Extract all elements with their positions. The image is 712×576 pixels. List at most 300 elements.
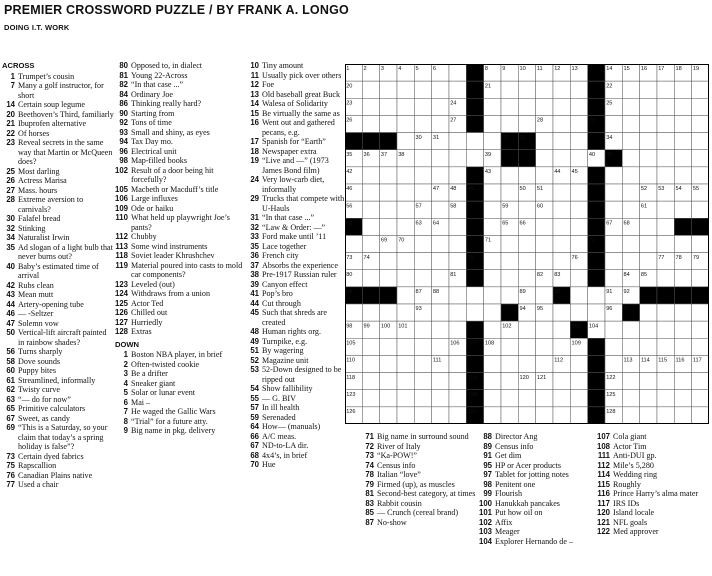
grid-cell[interactable] xyxy=(518,81,535,98)
grid-cell[interactable] xyxy=(501,81,518,98)
grid-cell[interactable] xyxy=(640,407,657,424)
grid-cell[interactable] xyxy=(397,98,414,115)
clue-item[interactable] xyxy=(115,360,245,370)
clue-item[interactable] xyxy=(246,384,346,394)
grid-cell[interactable] xyxy=(657,304,674,321)
clue-item[interactable] xyxy=(115,204,245,214)
grid-cell[interactable] xyxy=(553,218,570,235)
clue-item[interactable] xyxy=(597,451,709,461)
clue-item[interactable] xyxy=(246,242,346,252)
grid-cell[interactable] xyxy=(501,390,518,407)
grid-cell[interactable] xyxy=(484,304,501,321)
clue-item[interactable] xyxy=(2,423,114,452)
grid-cell[interactable] xyxy=(397,81,414,98)
grid-cell[interactable] xyxy=(657,270,674,287)
grid-cell[interactable] xyxy=(501,373,518,390)
grid-cell[interactable] xyxy=(466,304,483,321)
grid-cell[interactable] xyxy=(449,304,466,321)
grid-cell[interactable] xyxy=(380,115,397,132)
grid-cell[interactable] xyxy=(570,373,587,390)
grid-cell[interactable] xyxy=(362,81,379,98)
clue-item[interactable] xyxy=(115,426,245,436)
clue-item[interactable] xyxy=(246,90,346,100)
grid-cell[interactable] xyxy=(692,98,709,115)
grid-cell[interactable] xyxy=(432,235,449,252)
clue-item[interactable] xyxy=(246,308,346,327)
grid-cell[interactable] xyxy=(345,304,362,321)
grid-cell[interactable] xyxy=(414,81,431,98)
grid-cell[interactable] xyxy=(397,390,414,407)
grid-cell[interactable] xyxy=(657,373,674,390)
clue-item[interactable] xyxy=(2,119,114,129)
grid-cell[interactable] xyxy=(657,338,674,355)
grid-cell[interactable] xyxy=(397,201,414,218)
clue-item[interactable] xyxy=(246,147,346,157)
grid-cell[interactable] xyxy=(622,98,639,115)
grid-cell[interactable] xyxy=(692,201,709,218)
grid-cell[interactable] xyxy=(657,407,674,424)
grid-cell[interactable] xyxy=(518,338,535,355)
grid-cell[interactable] xyxy=(674,390,691,407)
grid-cell[interactable] xyxy=(380,407,397,424)
clue-item[interactable] xyxy=(115,369,245,379)
grid-cell[interactable] xyxy=(397,218,414,235)
clue-item[interactable] xyxy=(115,185,245,195)
grid-cell[interactable] xyxy=(414,390,431,407)
grid-cell[interactable] xyxy=(449,218,466,235)
clue-item[interactable] xyxy=(115,194,245,204)
clue-item[interactable] xyxy=(115,407,245,417)
clue-item[interactable] xyxy=(115,166,245,185)
clue-item[interactable] xyxy=(115,242,245,252)
grid-cell[interactable] xyxy=(397,115,414,132)
clue-item[interactable] xyxy=(2,471,114,481)
grid-cell[interactable] xyxy=(362,373,379,390)
clue-item[interactable] xyxy=(2,167,114,177)
grid-cell[interactable] xyxy=(449,321,466,338)
clue-item[interactable] xyxy=(246,337,346,347)
grid-cell[interactable] xyxy=(536,253,553,270)
clue-item[interactable] xyxy=(246,175,346,194)
grid-cell[interactable] xyxy=(449,64,466,81)
grid-cell[interactable] xyxy=(640,338,657,355)
grid-cell[interactable] xyxy=(553,253,570,270)
clue-item[interactable] xyxy=(2,385,114,395)
clue-item[interactable] xyxy=(246,118,346,137)
grid-cell[interactable] xyxy=(432,373,449,390)
grid-cell[interactable] xyxy=(484,115,501,132)
clue-item[interactable] xyxy=(115,118,245,128)
clue-item[interactable] xyxy=(2,72,114,82)
grid-cell[interactable] xyxy=(674,321,691,338)
clue-item[interactable] xyxy=(479,508,594,518)
grid-cell[interactable] xyxy=(518,253,535,270)
clue-item[interactable] xyxy=(115,109,245,119)
clue-item[interactable] xyxy=(246,327,346,337)
grid-cell[interactable] xyxy=(432,98,449,115)
clue-item[interactable] xyxy=(2,319,114,329)
grid-cell[interactable] xyxy=(397,373,414,390)
grid-cell[interactable] xyxy=(674,373,691,390)
grid-cell[interactable] xyxy=(536,355,553,372)
clue-item[interactable] xyxy=(479,499,594,509)
grid-cell[interactable] xyxy=(501,167,518,184)
grid-cell[interactable] xyxy=(640,390,657,407)
clue-item[interactable] xyxy=(115,90,245,100)
clue-item[interactable] xyxy=(246,270,346,280)
clue-item[interactable] xyxy=(2,357,114,367)
grid-cell[interactable] xyxy=(501,407,518,424)
grid-cell[interactable] xyxy=(553,98,570,115)
grid-cell[interactable] xyxy=(518,270,535,287)
grid-cell[interactable] xyxy=(484,270,501,287)
grid-cell[interactable] xyxy=(553,338,570,355)
grid-cell[interactable] xyxy=(501,338,518,355)
clue-item[interactable] xyxy=(246,346,346,356)
clue-item[interactable] xyxy=(479,527,594,537)
grid-cell[interactable] xyxy=(518,98,535,115)
grid-cell[interactable] xyxy=(380,304,397,321)
grid-cell[interactable] xyxy=(605,235,622,252)
grid-cell[interactable] xyxy=(640,150,657,167)
clue-item[interactable] xyxy=(246,99,346,109)
grid-cell[interactable] xyxy=(622,253,639,270)
grid-cell[interactable] xyxy=(380,355,397,372)
grid-cell[interactable] xyxy=(622,373,639,390)
clue-item[interactable] xyxy=(246,289,346,299)
clue-item[interactable] xyxy=(115,379,245,389)
clue-item[interactable] xyxy=(246,261,346,271)
clue-item[interactable] xyxy=(597,527,709,537)
grid-cell[interactable] xyxy=(570,355,587,372)
grid-cell[interactable] xyxy=(605,321,622,338)
grid-cell[interactable] xyxy=(518,355,535,372)
grid-cell[interactable] xyxy=(553,407,570,424)
clue-item[interactable] xyxy=(115,232,245,242)
grid-cell[interactable] xyxy=(692,167,709,184)
grid-cell[interactable] xyxy=(657,115,674,132)
grid-cell[interactable] xyxy=(466,150,483,167)
grid-cell[interactable] xyxy=(570,98,587,115)
clue-item[interactable] xyxy=(115,137,245,147)
clue-item[interactable] xyxy=(361,442,476,452)
grid-cell[interactable] xyxy=(622,184,639,201)
clue-item[interactable] xyxy=(246,441,346,451)
grid-cell[interactable] xyxy=(432,81,449,98)
grid-cell[interactable] xyxy=(553,150,570,167)
clue-item[interactable] xyxy=(2,138,114,167)
clue-item[interactable] xyxy=(115,280,245,290)
grid-cell[interactable] xyxy=(674,201,691,218)
clue-item[interactable] xyxy=(115,80,245,90)
grid-cell[interactable] xyxy=(380,253,397,270)
clue-item[interactable] xyxy=(2,404,114,414)
clue-item[interactable] xyxy=(2,176,114,186)
clue-item[interactable] xyxy=(246,356,346,366)
grid-cell[interactable] xyxy=(622,167,639,184)
grid-cell[interactable] xyxy=(640,304,657,321)
grid-cell[interactable] xyxy=(518,390,535,407)
grid-cell[interactable] xyxy=(674,338,691,355)
clue-item[interactable] xyxy=(246,451,346,461)
grid-cell[interactable] xyxy=(501,355,518,372)
grid-cell[interactable] xyxy=(414,338,431,355)
grid-cell[interactable] xyxy=(605,270,622,287)
clue-item[interactable] xyxy=(2,414,114,424)
grid-cell[interactable] xyxy=(380,270,397,287)
clue-item[interactable] xyxy=(115,61,245,71)
clue-item[interactable] xyxy=(2,395,114,405)
grid-cell[interactable] xyxy=(484,407,501,424)
grid-cell[interactable] xyxy=(484,133,501,150)
grid-cell[interactable] xyxy=(501,235,518,252)
clue-item[interactable] xyxy=(115,261,245,280)
grid-cell[interactable] xyxy=(466,133,483,150)
grid-cell[interactable] xyxy=(536,98,553,115)
clue-item[interactable] xyxy=(246,299,346,309)
grid-cell[interactable] xyxy=(380,390,397,407)
grid-cell[interactable] xyxy=(397,167,414,184)
grid-cell[interactable] xyxy=(501,115,518,132)
clue-item[interactable] xyxy=(479,451,594,461)
grid-cell[interactable] xyxy=(432,304,449,321)
grid-cell[interactable] xyxy=(414,115,431,132)
grid-cell[interactable] xyxy=(692,390,709,407)
grid-cell[interactable] xyxy=(484,98,501,115)
grid-cell[interactable] xyxy=(674,304,691,321)
grid-cell[interactable] xyxy=(484,321,501,338)
grid-cell[interactable] xyxy=(674,81,691,98)
clue-item[interactable] xyxy=(115,318,245,328)
grid-cell[interactable] xyxy=(553,115,570,132)
grid-cell[interactable] xyxy=(570,218,587,235)
clue-item[interactable] xyxy=(115,308,245,318)
clue-item[interactable] xyxy=(246,61,346,71)
grid-cell[interactable] xyxy=(397,407,414,424)
clue-item[interactable] xyxy=(115,417,245,427)
clue-item[interactable] xyxy=(2,300,114,310)
grid-cell[interactable] xyxy=(449,81,466,98)
grid-cell[interactable] xyxy=(674,133,691,150)
grid-cell[interactable] xyxy=(674,270,691,287)
clue-item[interactable] xyxy=(246,432,346,442)
grid-cell[interactable] xyxy=(692,133,709,150)
grid-cell[interactable] xyxy=(605,355,622,372)
grid-cell[interactable] xyxy=(380,167,397,184)
clue-item[interactable] xyxy=(597,480,709,490)
grid-cell[interactable] xyxy=(692,407,709,424)
grid-cell[interactable] xyxy=(414,253,431,270)
grid-cell[interactable] xyxy=(414,167,431,184)
grid-cell[interactable] xyxy=(692,304,709,321)
clue-item[interactable] xyxy=(246,365,346,384)
grid-cell[interactable] xyxy=(640,321,657,338)
grid-cell[interactable] xyxy=(449,390,466,407)
grid-cell[interactable] xyxy=(380,81,397,98)
grid-cell[interactable] xyxy=(362,304,379,321)
grid-cell[interactable] xyxy=(553,373,570,390)
grid-cell[interactable] xyxy=(605,167,622,184)
grid-cell[interactable] xyxy=(484,201,501,218)
grid-cell[interactable] xyxy=(657,201,674,218)
grid-cell[interactable] xyxy=(640,115,657,132)
grid-cell[interactable] xyxy=(432,338,449,355)
clue-item[interactable] xyxy=(115,327,245,337)
clue-item[interactable] xyxy=(479,480,594,490)
clue-item[interactable] xyxy=(2,366,114,376)
grid-cell[interactable] xyxy=(518,321,535,338)
grid-cell[interactable] xyxy=(657,235,674,252)
grid-cell[interactable] xyxy=(570,133,587,150)
grid-cell[interactable] xyxy=(484,390,501,407)
grid-cell[interactable] xyxy=(570,81,587,98)
grid-cell[interactable] xyxy=(657,150,674,167)
grid-cell[interactable] xyxy=(692,150,709,167)
grid-cell[interactable] xyxy=(553,184,570,201)
grid-cell[interactable] xyxy=(622,390,639,407)
clue-item[interactable] xyxy=(597,470,709,480)
grid-cell[interactable] xyxy=(657,98,674,115)
clue-item[interactable] xyxy=(246,109,346,119)
grid-cell[interactable] xyxy=(518,115,535,132)
grid-cell[interactable] xyxy=(674,167,691,184)
clue-item[interactable] xyxy=(246,156,346,175)
grid-cell[interactable] xyxy=(449,355,466,372)
grid-cell[interactable] xyxy=(414,98,431,115)
grid-cell[interactable] xyxy=(536,407,553,424)
grid-cell[interactable] xyxy=(622,201,639,218)
clue-item[interactable] xyxy=(479,518,594,528)
clue-item[interactable] xyxy=(115,350,245,360)
grid-cell[interactable] xyxy=(414,407,431,424)
grid-cell[interactable] xyxy=(432,321,449,338)
grid-cell[interactable] xyxy=(449,167,466,184)
grid-cell[interactable] xyxy=(570,390,587,407)
grid-cell[interactable] xyxy=(397,304,414,321)
grid-cell[interactable] xyxy=(640,253,657,270)
grid-cell[interactable] xyxy=(484,355,501,372)
grid-cell[interactable] xyxy=(397,338,414,355)
grid-cell[interactable] xyxy=(640,218,657,235)
grid-cell[interactable] xyxy=(622,115,639,132)
grid-cell[interactable] xyxy=(622,133,639,150)
grid-cell[interactable] xyxy=(397,270,414,287)
grid-cell[interactable] xyxy=(674,407,691,424)
grid-cell[interactable] xyxy=(692,321,709,338)
clue-item[interactable] xyxy=(361,518,476,528)
grid-cell[interactable] xyxy=(640,133,657,150)
clue-item[interactable] xyxy=(2,186,114,196)
grid-cell[interactable] xyxy=(553,81,570,98)
grid-cell[interactable] xyxy=(570,115,587,132)
grid-cell[interactable] xyxy=(362,338,379,355)
clue-item[interactable] xyxy=(246,403,346,413)
grid-cell[interactable] xyxy=(432,115,449,132)
grid-cell[interactable] xyxy=(692,115,709,132)
clue-item[interactable] xyxy=(361,432,476,442)
grid-cell[interactable] xyxy=(345,235,362,252)
clue-item[interactable] xyxy=(246,71,346,81)
clue-item[interactable] xyxy=(361,461,476,471)
grid-cell[interactable] xyxy=(622,150,639,167)
grid-cell[interactable] xyxy=(588,287,605,304)
clue-item[interactable] xyxy=(115,71,245,81)
grid-cell[interactable] xyxy=(432,167,449,184)
grid-cell[interactable] xyxy=(449,287,466,304)
grid-cell[interactable] xyxy=(536,150,553,167)
grid-cell[interactable] xyxy=(657,81,674,98)
grid-cell[interactable] xyxy=(553,235,570,252)
clue-item[interactable] xyxy=(361,489,476,499)
grid-cell[interactable] xyxy=(501,270,518,287)
grid-cell[interactable] xyxy=(432,270,449,287)
grid-cell[interactable] xyxy=(605,201,622,218)
grid-cell[interactable] xyxy=(674,98,691,115)
clue-item[interactable] xyxy=(597,499,709,509)
grid-cell[interactable] xyxy=(484,287,501,304)
grid-cell[interactable] xyxy=(518,201,535,218)
grid-cell[interactable] xyxy=(536,287,553,304)
grid-cell[interactable] xyxy=(570,150,587,167)
clue-item[interactable] xyxy=(479,432,594,442)
grid-cell[interactable] xyxy=(622,407,639,424)
grid-cell[interactable] xyxy=(622,81,639,98)
grid-cell[interactable] xyxy=(570,270,587,287)
grid-cell[interactable] xyxy=(380,184,397,201)
grid-cell[interactable] xyxy=(622,338,639,355)
clue-item[interactable] xyxy=(115,388,245,398)
grid-cell[interactable] xyxy=(449,150,466,167)
clue-item[interactable] xyxy=(115,299,245,309)
grid-cell[interactable] xyxy=(362,98,379,115)
grid-cell[interactable] xyxy=(380,218,397,235)
clue-item[interactable] xyxy=(361,508,476,518)
clue-item[interactable] xyxy=(2,452,114,462)
grid-cell[interactable] xyxy=(414,270,431,287)
grid-cell[interactable] xyxy=(414,184,431,201)
grid-cell[interactable] xyxy=(397,133,414,150)
grid-cell[interactable] xyxy=(622,321,639,338)
grid-cell[interactable] xyxy=(570,235,587,252)
clue-item[interactable] xyxy=(2,290,114,300)
grid-cell[interactable] xyxy=(449,407,466,424)
grid-cell[interactable] xyxy=(536,133,553,150)
grid-cell[interactable] xyxy=(536,235,553,252)
clue-item[interactable] xyxy=(479,489,594,499)
grid-cell[interactable] xyxy=(484,184,501,201)
clue-item[interactable] xyxy=(115,398,245,408)
grid-cell[interactable] xyxy=(640,98,657,115)
clue-item[interactable] xyxy=(361,480,476,490)
grid-cell[interactable] xyxy=(414,235,431,252)
grid-cell[interactable] xyxy=(484,253,501,270)
grid-cell[interactable] xyxy=(674,150,691,167)
grid-cell[interactable] xyxy=(692,338,709,355)
grid-cell[interactable] xyxy=(570,407,587,424)
clue-item[interactable] xyxy=(246,460,346,470)
grid-cell[interactable] xyxy=(640,235,657,252)
clue-item[interactable] xyxy=(115,128,245,138)
grid-cell[interactable] xyxy=(397,253,414,270)
clue-item[interactable] xyxy=(2,309,114,319)
grid-cell[interactable] xyxy=(362,218,379,235)
crossword-grid[interactable] xyxy=(345,64,709,424)
grid-cell[interactable] xyxy=(640,167,657,184)
clue-item[interactable] xyxy=(246,280,346,290)
grid-cell[interactable] xyxy=(414,150,431,167)
grid-cell[interactable] xyxy=(657,167,674,184)
grid-cell[interactable] xyxy=(432,407,449,424)
